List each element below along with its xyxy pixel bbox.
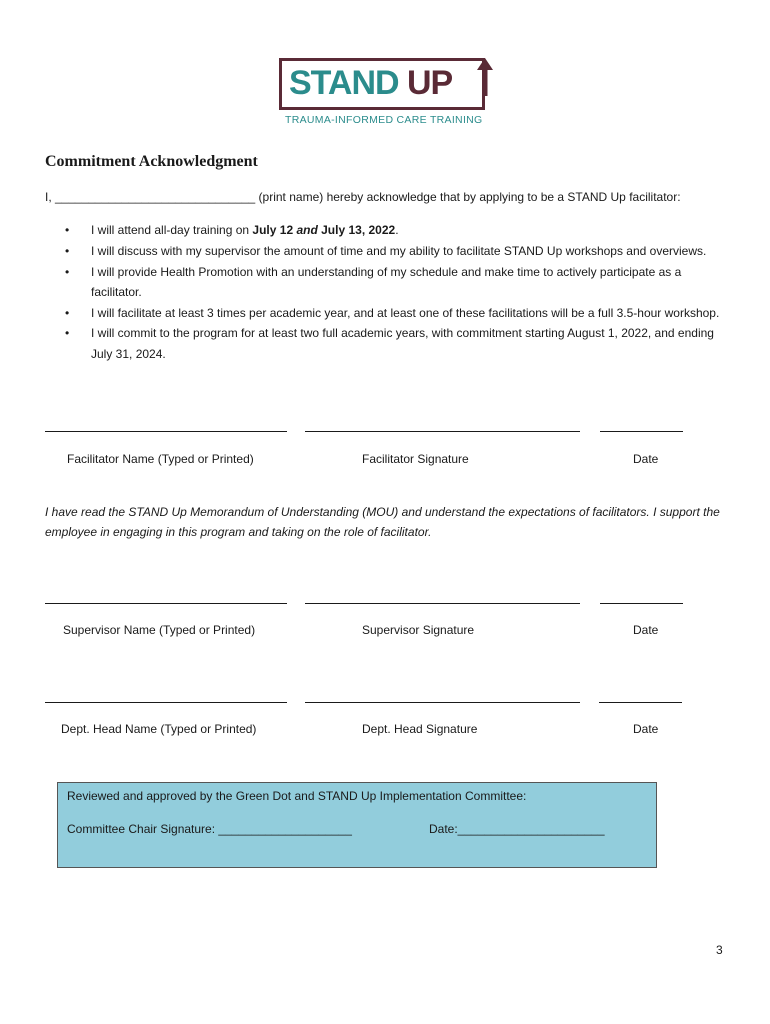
intro-text: I, ______________________________ (print name) hereby acknowledge that by applying to be a STAND Up facilitator: [45,190,681,204]
supervisor-date-line[interactable] [600,603,683,604]
page-title: Commitment Acknowledgment [45,153,258,170]
dept-head-name-label: Dept. Head Name (Typed or Printed) [61,722,257,736]
bullet-icon: • [65,305,70,320]
logo-word-up: UP [407,64,453,102]
date-bold: July 13, 2022 [317,223,396,237]
supervisor-date-label: Date [633,623,659,637]
bullet-icon: • [65,326,70,341]
bullet-text: I will discuss with my supervisor the amount of time and my ability to facilitate STAND Up workshops and overviews. [91,243,707,258]
dept-head-date-line[interactable] [599,702,682,703]
supervisor-signature-line[interactable] [305,603,580,604]
list-item [65,241,735,261]
committee-approval-box [57,782,657,868]
list-item [65,220,735,240]
dept-head-date-label: Date [633,722,659,736]
supervisor-name-label: Supervisor Name (Typed or Printed) [63,623,256,637]
bullet-text: . [395,223,399,237]
dept-head-name-line[interactable] [45,702,287,703]
committee-date-field[interactable]: Date:______________________ [429,822,605,836]
page-number: 3 [716,943,723,957]
committee-chair-signature-field[interactable]: Committee Chair Signature: ____________________ [67,822,352,836]
facilitator-signature-label: Facilitator Signature [362,452,469,466]
facilitator-signature-line[interactable] [305,431,580,432]
bullet-icon: • [65,243,70,258]
bullet-text: I will commit to the program for at least two full academic years, with commitment starting August 1, 2022, and ending July 31, 2024. [91,326,714,361]
list-item [65,303,735,323]
bullet-icon: • [65,223,70,237]
date-bold: July 12 [252,223,297,237]
and-bold-italic: and [296,223,318,237]
bullet-text: I will attend all-day training on [91,223,253,237]
supervisor-name-line[interactable] [45,603,287,604]
mou-statement: I have read the STAND Up Memorandum of Understanding (MOU) and understand the expectations of facilitators. I support the employee in engaging in this program and taking on the role of facilitator. [45,505,720,539]
facilitator-name-line[interactable] [45,431,287,432]
supervisor-signature-label: Supervisor Signature [362,623,475,637]
up-arrow-icon [475,56,495,96]
logo-word-stand: STAND [289,64,399,102]
standup-logo [277,56,497,130]
dept-head-signature-label: Dept. Head Signature [362,722,478,736]
committee-reviewed-text: Reviewed and approved by the Green Dot and STAND Up Implementation Committee: [67,789,527,803]
bullet-icon: • [65,264,70,279]
facilitator-date-line[interactable] [600,431,683,432]
bullet-text: I will facilitate at least 3 times per academic year, and at least one of these facilitations will be a full 3.5-hour workshop. [91,305,720,320]
dept-head-signature-line[interactable] [305,702,580,703]
logo-tagline: TRAUMA-INFORMED CARE TRAINING [285,114,483,126]
commitment-list [65,220,735,365]
bullet-text: I will provide Health Promotion with an understanding of my schedule and make time to actively participate as a facilitator. [91,264,682,299]
facilitator-date-label: Date [633,452,659,466]
facilitator-name-label: Facilitator Name (Typed or Printed) [67,452,254,466]
list-item [65,262,735,303]
list-item [65,323,735,364]
